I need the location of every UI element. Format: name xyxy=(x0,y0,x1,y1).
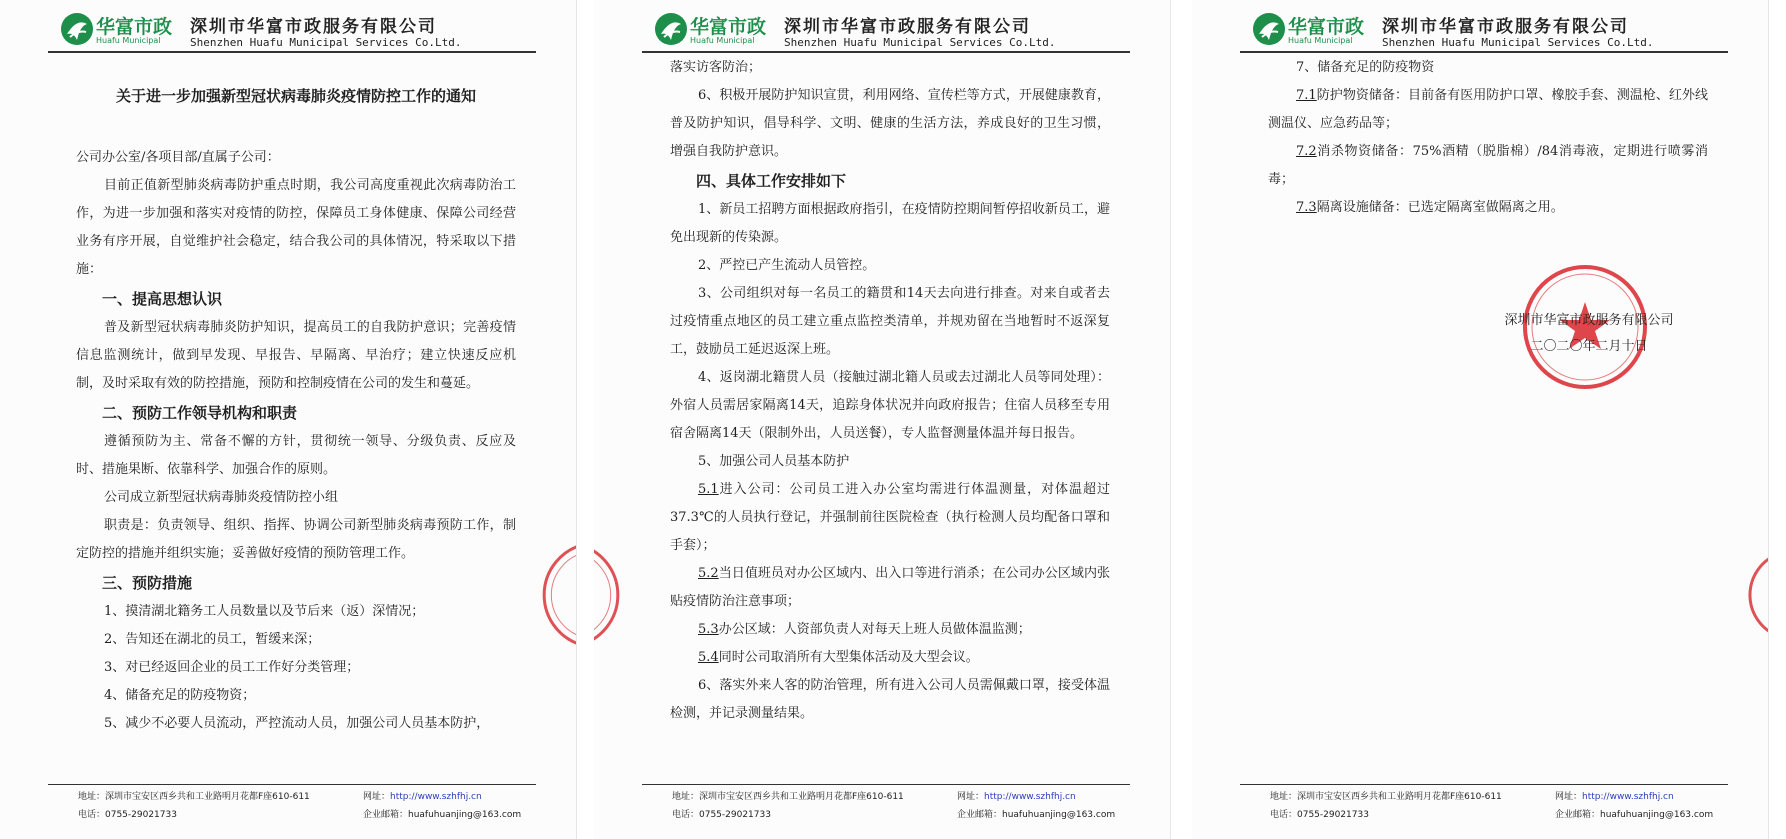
company-name-cn: 深圳市华富市政服务有限公司 xyxy=(1382,17,1629,37)
company-name-cn: 深圳市华富市政服务有限公司 xyxy=(784,17,1031,37)
footer-phone: 电话：0755-29021733 xyxy=(672,810,771,820)
signature-company: 深圳市华富市政服务有限公司 xyxy=(1504,313,1674,328)
footer-phone: 电话：0755-29021733 xyxy=(78,810,177,820)
list-item: 3、对已经返回企业的员工工作好分类管理； xyxy=(104,660,360,675)
logo-text: 华富市政 xyxy=(96,16,173,38)
sub-item xyxy=(670,616,1110,644)
logo-text: 华富市政 xyxy=(1288,16,1365,38)
sub-item xyxy=(670,560,1110,616)
list-item: 3、公司组织对每一名员工的籍贯和14天去向进行排查。对来自或者去过疫情重点地区的员工建立重点监控类清单，并规劝留在当地暂时不返深复工，鼓励员工延迟返深上班。 xyxy=(670,286,1110,357)
sub-item-text: 当日值班员对办公区域内、出入口等进行消杀；在公司办公区域内张贴疫情防治注意事项； xyxy=(670,566,1110,609)
footer-divider xyxy=(642,784,1130,785)
footer-website-link[interactable]: http://www.szhfhj.cn xyxy=(390,792,482,802)
footer-phone: 电话：0755-29021733 xyxy=(1270,810,1369,820)
footer-divider xyxy=(1240,784,1728,785)
company-name-en: Shenzhen Huafu Municipal Services Co.Ltd. xyxy=(784,36,1056,49)
list-item: 2、严控已产生流动人员管控。 xyxy=(698,258,876,273)
sub-item xyxy=(670,476,1110,560)
sub-item-number: 7.2 xyxy=(1296,144,1317,159)
footer-website-label: 网址： xyxy=(957,792,985,802)
document-page-2 xyxy=(594,0,1171,839)
footer-website xyxy=(1555,789,1674,802)
footer-website xyxy=(957,789,1076,802)
document-page-1 xyxy=(0,0,577,839)
letterhead xyxy=(1252,8,1732,50)
footer-website xyxy=(363,789,482,802)
company-logo-icon xyxy=(654,12,688,46)
section-heading: 一、提高思想认识 xyxy=(102,290,223,308)
paragraph: 遵循预防为主、常备不懈的方针，贯彻统一领导、分级负责、反应及时、措施果断、依靠科学、加强合作的原则。 xyxy=(76,434,516,477)
paragraph: 普及新型冠状病毒肺炎防护知识，提高员工的自我防护意识；完善疫情信息监测统计，做到早发现、早报告、早隔离、早治疗；建立快速反应机制，及时采取有效的防控措施，预防和控制疫情在公司的发生和蔓延。 xyxy=(76,320,516,391)
sub-item xyxy=(1268,82,1708,138)
footer-email: 企业邮箱：huafuhuanjing@163.com xyxy=(957,810,1116,820)
company-name-en: Shenzhen Huafu Municipal Services Co.Ltd. xyxy=(190,36,462,49)
sub-item-text: 隔离设施储备：已选定隔离室做隔离之用。 xyxy=(1316,200,1564,215)
sub-item-number: 5.4 xyxy=(698,650,719,665)
footer-email: 企业邮箱：huafuhuanjing@163.com xyxy=(363,810,522,820)
sub-item xyxy=(1268,194,1708,222)
company-name-en: Shenzhen Huafu Municipal Services Co.Ltd. xyxy=(1382,36,1654,49)
footer-website-label: 网址： xyxy=(363,792,391,802)
sub-item-text: 办公区域：人资部负责人对每天上班人员做体温监测； xyxy=(718,622,1031,637)
footer-address: 地址：深圳市宝安区西乡共和工业路明月花都F座610-611 xyxy=(78,792,310,802)
logo-subtext: Huafu Municipal xyxy=(96,36,161,45)
partial-seal-stamp xyxy=(1740,550,1769,640)
letterhead xyxy=(60,8,540,50)
company-logo-icon xyxy=(1252,12,1286,46)
header-divider xyxy=(642,51,1130,53)
logo-subtext: Huafu Municipal xyxy=(690,36,755,45)
letterhead-footer xyxy=(642,789,1142,823)
list-item: 2、告知还在湖北的员工，暂缓来深； xyxy=(104,632,321,647)
partial-seal-stamp xyxy=(594,540,634,650)
page-body xyxy=(76,60,516,738)
page-body xyxy=(1268,54,1708,222)
header-divider xyxy=(1240,51,1728,53)
list-item: 1、摸清湖北籍务工人员数量以及节后来（返）深情况； xyxy=(104,604,425,619)
sub-item-number: 7.1 xyxy=(1296,88,1317,103)
company-logo-icon xyxy=(60,12,94,46)
signature-block xyxy=(1494,308,1684,360)
signature-date: 二〇二〇年二月十日 xyxy=(1530,339,1648,354)
list-item: 5、加强公司人员基本防护 xyxy=(698,454,850,469)
sub-item-text: 同时公司取消所有大型集体活动及大型会议。 xyxy=(718,650,979,665)
intro-paragraph: 目前正值新型肺炎病毒防护重点时期，我公司高度重视此次病毒防治工作，为进一步加强和落实对疫情的防控，保障员工身体健康、保障公司经营业务有序开展，自觉维护社会稳定，结合我公司的具体情况，特采取以下措施： xyxy=(76,178,516,277)
list-item: 1、新员工招聘方面根据政府指引，在疫情防控期间暂停招收新员工，避免出现新的传染源。 xyxy=(670,202,1110,245)
paragraph: 职责是：负责领导、组织、指挥、协调公司新型肺炎病毒预防工作，制定防控的措施并组织实施；妥善做好疫情的预防管理工作。 xyxy=(76,518,516,561)
list-item: 5、减少不必要人员流动，严控流动人员，加强公司人员基本防护， xyxy=(104,716,490,731)
footer-website-link[interactable]: http://www.szhfhj.cn xyxy=(1582,792,1674,802)
header-divider xyxy=(48,51,536,53)
list-item: 6、积极开展防护知识宣贯，利用网络、宣传栏等方式，开展健康教育，普及防护知识，倡导科学、文明、健康的生活方法，养成良好的卫生习惯，增强自我防护意识。 xyxy=(670,88,1110,159)
sub-item-text: 防护物资储备：目前备有医用防护口罩、橡胶手套、测温枪、红外线测温仪、应急药品等； xyxy=(1268,88,1708,131)
paragraph: 公司成立新型冠状病毒肺炎疫情防控小组 xyxy=(104,490,339,505)
footer-address: 地址：深圳市宝安区西乡共和工业路明月花都F座610-611 xyxy=(1270,792,1502,802)
list-item: 6、落实外来人客的防治管理，所有进入公司人员需佩戴口罩，接受体温检测，并记录测量结果。 xyxy=(670,678,1110,721)
list-item: 4、返岗湖北籍贯人员（接触过湖北籍人员或去过湖北人员等同处理）：外宿人员需居家隔离14天，追踪身体状况并向政府报告；住宿人员移至专用宿舍隔离14天（限制外出，人员送餐），专人监督测量体温并每日报告。 xyxy=(670,370,1110,441)
company-name-cn: 深圳市华富市政服务有限公司 xyxy=(190,17,437,37)
sub-item xyxy=(1268,138,1708,194)
list-item: 4、储备充足的防疫物资； xyxy=(104,688,256,703)
logo-text: 华富市政 xyxy=(690,16,767,38)
sub-item-text: 进入公司：公司员工进入办公室均需进行体温测量，对体温超过37.3℃的人员执行登记，并强制前往医院检查（执行检测人员均配备口罩和手套）； xyxy=(670,482,1110,553)
footer-email: 企业邮箱：huafuhuanjing@163.com xyxy=(1555,810,1714,820)
letterhead-footer xyxy=(48,789,548,823)
footer-website-link[interactable]: http://www.szhfhj.cn xyxy=(984,792,1076,802)
letterhead xyxy=(654,8,1134,50)
section-heading: 二、预防工作领导机构和职责 xyxy=(102,404,298,422)
footer-address: 地址：深圳市宝安区西乡共和工业路明月花都F座610-611 xyxy=(672,792,904,802)
paragraph: 落实访客防治； xyxy=(670,60,762,75)
partial-seal-stamp xyxy=(528,540,577,650)
sub-item-number: 5.1 xyxy=(698,482,719,497)
sub-item-number: 5.3 xyxy=(698,622,719,637)
sub-item xyxy=(670,644,1110,672)
logo-subtext: Huafu Municipal xyxy=(1288,36,1353,45)
section-heading: 四、具体工作安排如下 xyxy=(696,172,847,190)
letterhead-footer xyxy=(1240,789,1740,823)
page-body xyxy=(670,54,1110,728)
sub-item-text: 消杀物资储备：75%酒精（脱脂棉）/84消毒液，定期进行喷雾消毒； xyxy=(1268,144,1708,187)
document-title: 关于进一步加强新型冠状病毒肺炎疫情防控工作的通知 xyxy=(115,87,476,105)
list-item: 7、储备充足的防疫物资 xyxy=(1296,60,1435,75)
document-page-3 xyxy=(1192,0,1769,839)
sub-item-number: 7.3 xyxy=(1296,200,1317,215)
footer-divider xyxy=(48,784,536,785)
salutation: 公司办公室/各项目部/直属子公司： xyxy=(76,150,280,165)
sub-item-number: 5.2 xyxy=(698,566,719,581)
footer-website-label: 网址： xyxy=(1555,792,1583,802)
section-heading: 三、预防措施 xyxy=(102,574,193,592)
